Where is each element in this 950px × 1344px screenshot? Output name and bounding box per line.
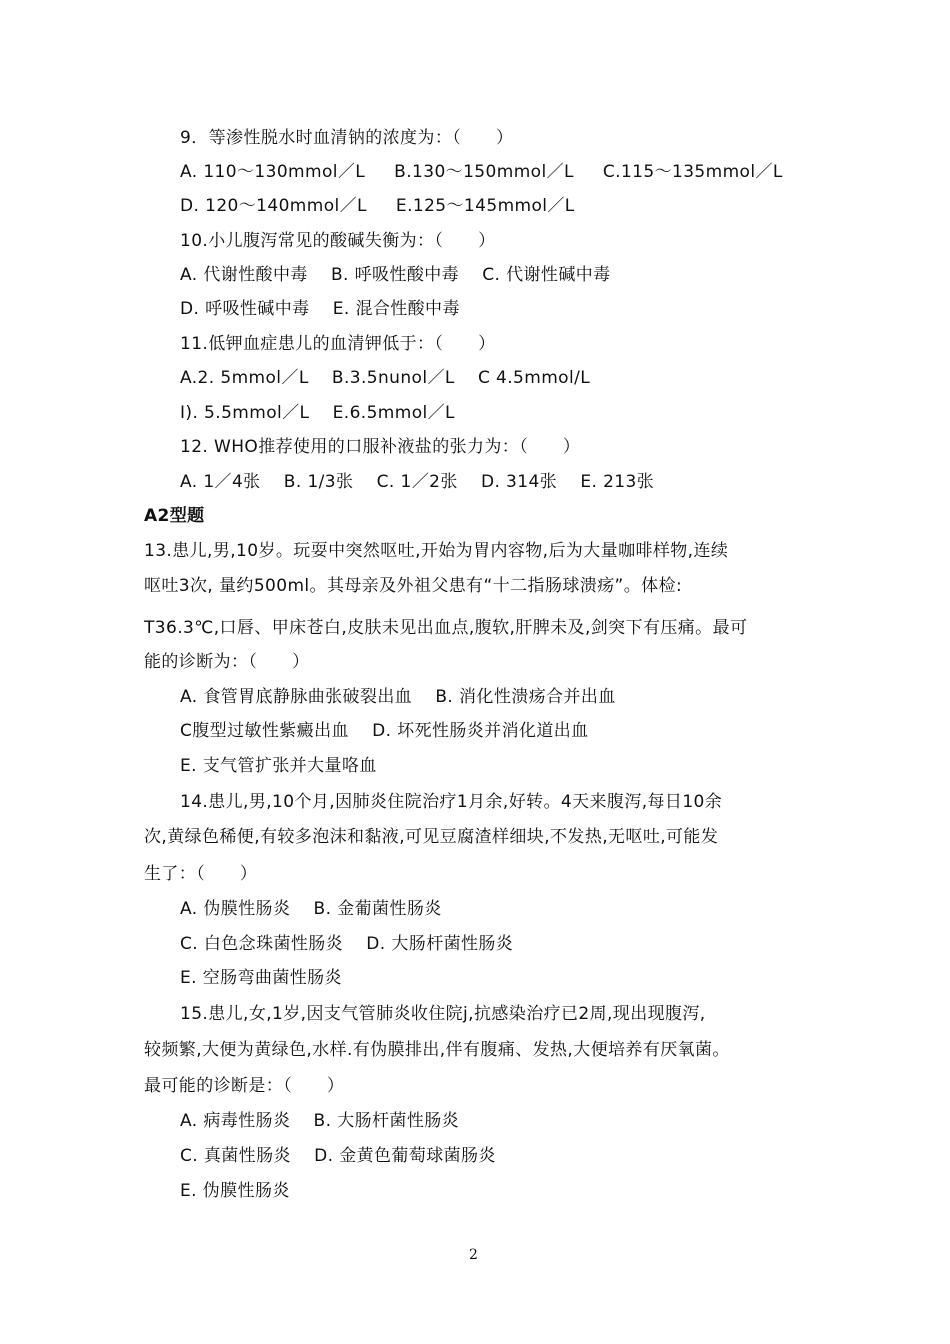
question-13-line2: 呕吐3次, 量约500ml。其母亲及外祖父患有“十二指肠球溃疡”。体检: xyxy=(144,576,683,596)
question-11: 11.低钾血症患儿的血清钾低于：（ ） xyxy=(180,334,496,354)
question-15-line1: 15.患儿,女,1岁,因支气管肺炎收住院j,抗感染治疗已2周,现出现腹泻, xyxy=(180,1004,706,1024)
q15-options-row3: E. 伪膜性肠炎 xyxy=(180,1181,290,1201)
q15-options-row2: C. 真菌性肠炎 D. 金黄色葡萄球菌肠炎 xyxy=(180,1146,496,1166)
q12-options: A. 1／4张 B. 1/3张 C. 1／2张 D. 314张 E. 213张 xyxy=(180,472,655,492)
section-heading-a2: A2型题 xyxy=(144,506,205,526)
q13-options-row2: C腹型过敏性紫癜出血 D. 坏死性肠炎并消化道出血 xyxy=(180,721,589,741)
q11-options-row1: A.2. 5mmol／L B.3.5nunol／L C 4.5mmol/L xyxy=(180,368,591,388)
q9-options-row1: A. 110～130mmol／L B.130～150mmol／L C.115～135mmol／L xyxy=(180,162,783,182)
q13-options-row1: A. 食管胃底静脉曲张破裂出血 B. 消化性溃疡合并出血 xyxy=(180,687,616,707)
page-number: 2 xyxy=(469,1247,478,1263)
question-14-line2: 次,黄绿色稀便,有较多泡沫和黏液,可见豆腐渣样细块,不发热,无呕吐,可能发 xyxy=(144,827,719,847)
question-12: 12. WHO推荐使用的口服补液盐的张力为：（ ） xyxy=(180,437,581,457)
q14-options-row3: E. 空肠弯曲菌性肠炎 xyxy=(180,968,342,988)
question-13-line4: 能的诊断为：（ ） xyxy=(144,652,310,672)
q14-options-row2: C. 白色念珠菌性肠炎 D. 大肠杆菌性肠炎 xyxy=(180,934,514,954)
q11-options-row2: I). 5.5mmol／L E.6.5mmol／L xyxy=(180,403,455,423)
question-13-line1: 13.患儿,男,10岁。玩耍中突然呕吐,开始为胃内容物,后为大量咖啡样物,连续 xyxy=(144,541,729,561)
q10-options-row1: A. 代谢性酸中毒 B. 呼吸性酸中毒 C. 代谢性碱中毒 xyxy=(180,265,611,285)
q13-options-row3: E. 支气管扩张并大量咯血 xyxy=(180,756,377,776)
q9-options-row2: D. 120～140mmol／L E.125～145mmol／L xyxy=(180,196,575,216)
question-15-line3: 最可能的诊断是：（ ） xyxy=(144,1076,345,1096)
question-13-line3: T36.3℃,口唇、甲床苍白,皮肤未见出血点,腹软,肝脾未及,剑突下有压痛。最可 xyxy=(144,618,748,638)
question-15-line2: 较频繁,大便为黄绿色,水样.有伪膜排出,伴有腹痛、发热,大便培养有厌氧菌。 xyxy=(144,1040,730,1060)
question-14-line1: 14.患儿,男,10个月,因肺炎住院治疗1月余,好转。4天来腹泻,每日10余 xyxy=(180,792,723,812)
question-10: 10.小儿腹泻常见的酸碱失衡为：（ ） xyxy=(180,231,496,251)
q10-options-row2: D. 呼吸性碱中毒 E. 混合性酸中毒 xyxy=(180,299,460,319)
q15-options-row1: A. 病毒性肠炎 B. 大肠杆菌性肠炎 xyxy=(180,1111,460,1131)
question-9: 9．等渗性脱水时血清钠的浓度为：（ ） xyxy=(180,128,514,148)
question-14-line3: 生了：（ ） xyxy=(144,864,258,884)
q14-options-row1: A. 伪膜性肠炎 B. 金葡菌性肠炎 xyxy=(180,899,442,919)
